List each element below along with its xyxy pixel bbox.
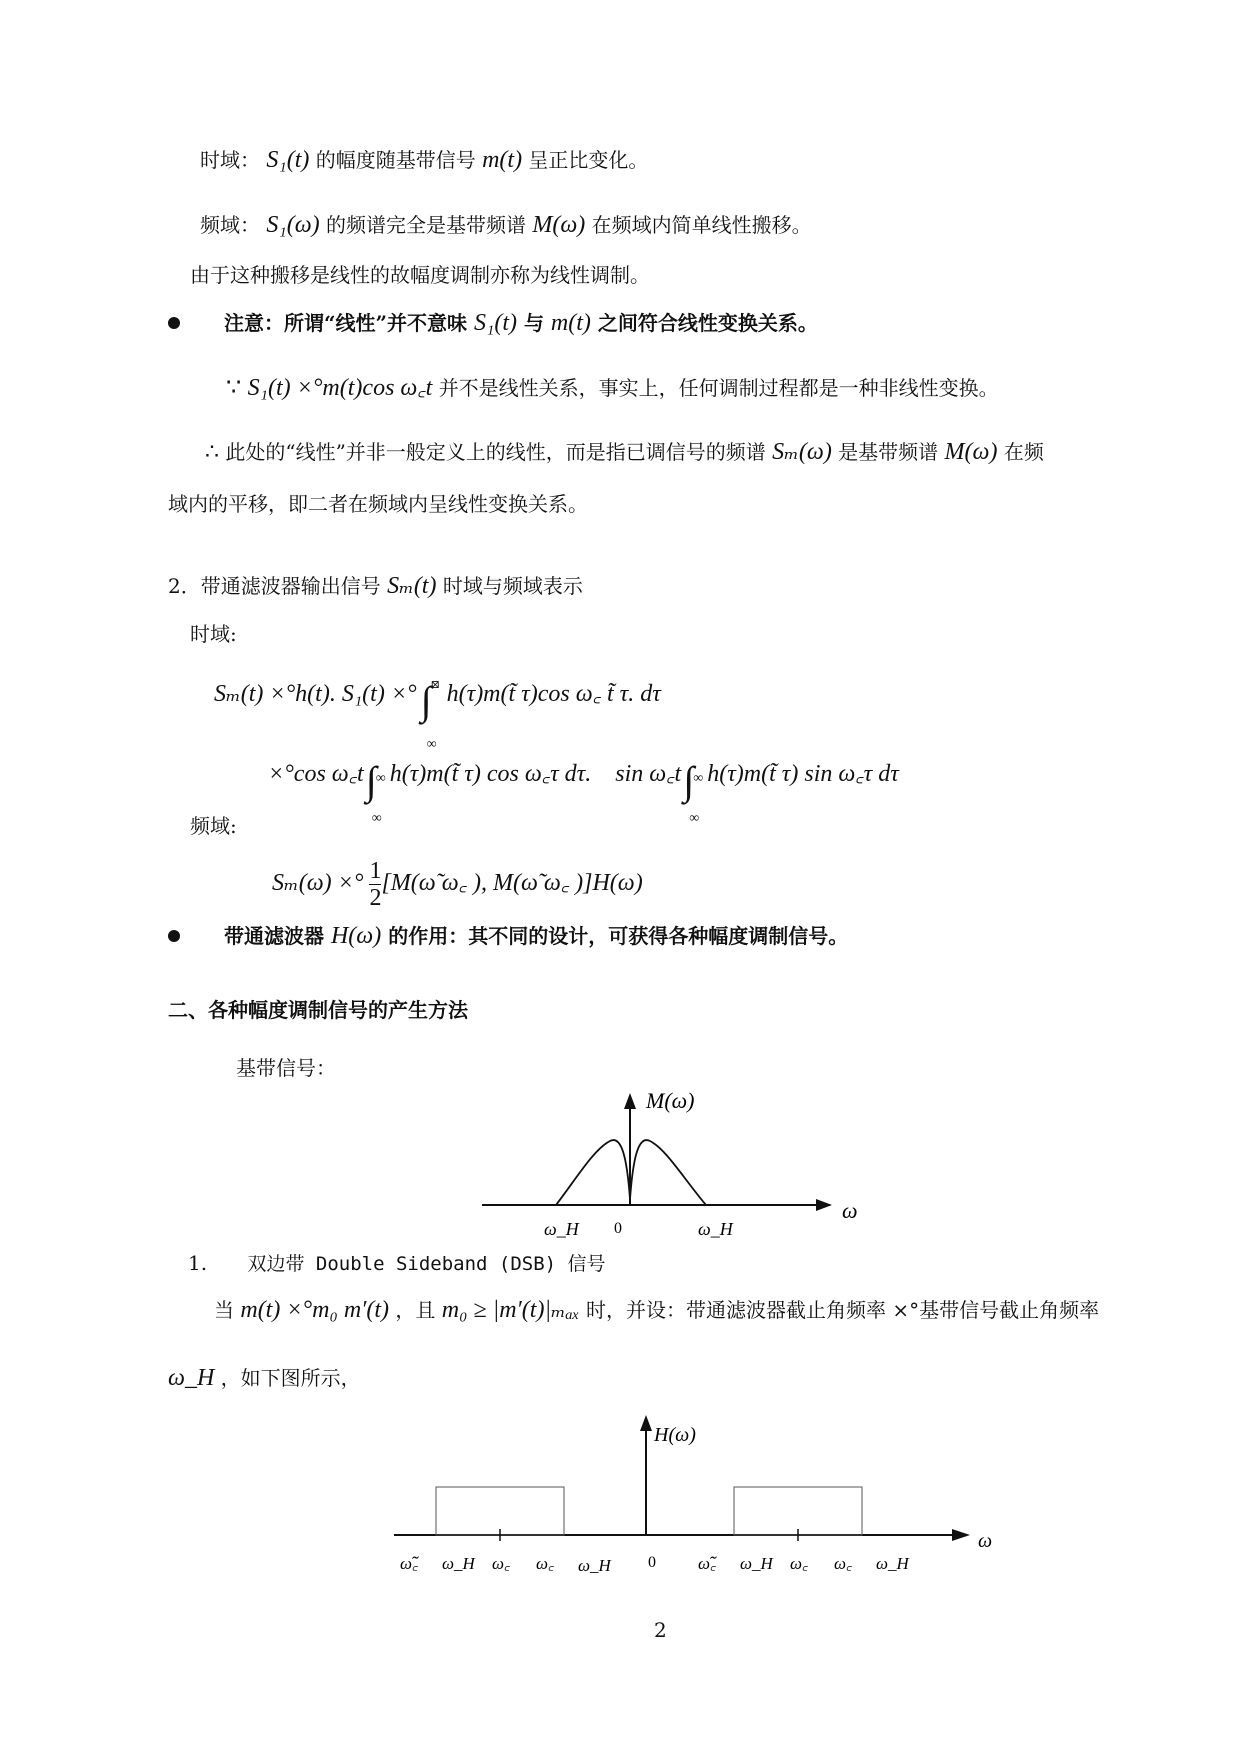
symbol-mt: m(t) — [482, 147, 523, 173]
linear-modulation-line: 由于这种搬移是线性的故幅度调制亦称为线性调制。 — [190, 263, 650, 287]
symbol-s1w: S₁(ω) — [266, 212, 320, 238]
eq2-term2: sin ω꜀t — [615, 761, 682, 787]
passband-right — [734, 1487, 862, 1535]
tick-label: ω꜀̃ — [698, 1554, 716, 1573]
section-title: 二、各种幅度调制信号的产生方法 — [168, 998, 468, 1022]
integral-upper: ⊠ — [430, 679, 440, 691]
tick-label: ω꜀ — [492, 1554, 510, 1573]
text-fragment: 在频 — [1003, 440, 1044, 464]
text-fragment: 时，并设：带通滤波器截止角频率 ×°基带信号截止角频率 — [585, 1298, 1100, 1322]
passband-left — [436, 1487, 564, 1535]
text-fragment: 呈正比变化。 — [528, 148, 649, 172]
therefore-symbol: ∴ — [205, 440, 219, 465]
symbol-s1t: S₁(t) — [266, 147, 310, 173]
tick-label: ω꜀ — [790, 1554, 808, 1573]
equation-2: ×°cos ω꜀t ∫ ∞ ∞ h(τ)m(t̃ τ) cos ω꜀τ dτ. sin ω꜀t ∫ ∞ ∞ h(τ)m(t̃ τ) sin ω꜀τ dτ — [268, 760, 899, 788]
text-fragment: 此处的“线性”并非一般定义上的线性，而是指已调信号的频谱 — [225, 440, 766, 464]
dsb-condition-line — [214, 1296, 1099, 1324]
section-2-heading — [168, 572, 583, 600]
freq-domain-line — [200, 211, 812, 239]
because-symbol: ∵ — [226, 373, 242, 401]
fraction-denominator: 2 — [369, 885, 382, 911]
text-fragment: 注意：所谓“线性”并不意味 — [224, 311, 468, 335]
eq1-lhs: Sₘ(t) ×°h(t). S₁(t) ×° — [214, 681, 417, 707]
text-fragment: 与 — [523, 311, 544, 335]
text-fragment: 是基带频谱 — [838, 440, 939, 464]
eq2-integrand2: h(τ)m(t̃ τ) sin ω꜀τ dτ — [707, 761, 899, 787]
fraction-numerator: 1 — [369, 858, 382, 884]
tick-label: ω꜀ — [834, 1554, 852, 1573]
text-fragment: 的幅度随基带信号 — [315, 148, 476, 172]
time-domain-label-2: 时域: — [190, 622, 237, 646]
formula-s1t: S₁(t) ×°m(t)cos ω꜀t — [247, 375, 433, 401]
list-number: 1. — [188, 1251, 208, 1275]
text-fragment: ，且 — [395, 1298, 436, 1322]
therefore-line — [205, 438, 1044, 467]
therefore-continuation: 域内的平移，即二者在频域内呈线性变换关系。 — [168, 492, 588, 516]
bandpass-filter-note — [224, 922, 848, 950]
tick-label: ω꜀̃ — [400, 1554, 418, 1573]
integral-lower: ∞ — [371, 811, 382, 826]
freq-domain-label: 频域： — [200, 213, 260, 237]
tick-label: ω꜀ — [536, 1554, 554, 1573]
eq2-term1: ×°cos ω꜀t — [268, 761, 364, 787]
formula-m0: m₀ ≥ |m′(t)|ₘₐₓ — [441, 1297, 580, 1323]
symbol-smt: Sₘ(t) — [387, 573, 437, 599]
text-fragment: 的频谱完全是基带频谱 — [326, 213, 526, 237]
page-number: 2 — [654, 1618, 667, 1642]
text-fragment: 之间符合线性变换关系。 — [597, 311, 818, 335]
integral-lower: ∞ — [689, 811, 700, 826]
equation-1: Sₘ(t) ×°h(t). S₁(t) ×° ∫ ⊠ ∞ h(τ)m(t̃ τ)cos ω꜀ t̃ τ. dτ — [214, 680, 661, 708]
text-fragment: 并不是线性关系，事实上，任何调制过程都是一种非线性变换。 — [438, 376, 999, 400]
integral-upper: ∞ — [693, 771, 704, 786]
baseband-label: 基带信号： — [236, 1056, 336, 1080]
symbol-wh: ω_H — [168, 1365, 215, 1391]
integral-lower: ∞ — [426, 737, 437, 752]
dsb-heading — [188, 1249, 606, 1278]
text-fragment: 当 — [214, 1298, 234, 1322]
integral-upper: ∞ — [375, 771, 386, 786]
time-domain-line — [200, 146, 648, 174]
tick-label: ω_H — [442, 1554, 475, 1573]
symbol-s1t: S₁(t) — [473, 310, 517, 336]
x-axis-label: ω — [978, 1530, 993, 1552]
x-axis-arrow — [816, 1199, 832, 1211]
tick-label: ω_H — [876, 1554, 909, 1573]
eq1-integrand: h(τ)m(t̃ τ)cos ω꜀ t̃ τ. dτ — [446, 681, 661, 707]
baseband-spectrum-figure — [470, 1075, 870, 1250]
text-fragment: 在频域内简单线性搬移。 — [591, 213, 812, 237]
time-domain-label: 时域： — [200, 148, 260, 172]
tick-label-zero: 0 — [614, 1220, 622, 1237]
equation-3 — [272, 858, 643, 911]
dsb-title: 双边带 Double Sideband (DSB) 信号 — [247, 1253, 606, 1275]
eq3-rhs: [M(ω̃ ω꜀ ), M(ω̃ ω꜀ )]H(ω) — [381, 870, 643, 897]
heading-text: 2．带通滤波器输出信号 — [168, 574, 381, 598]
x-axis-arrow — [952, 1529, 970, 1541]
formula-mt: m(t) ×°m₀ m′(t) — [240, 1297, 390, 1323]
y-axis-label: M(ω) — [646, 1088, 695, 1113]
tick-label-pos-wh: ω_H — [698, 1219, 733, 1239]
fraction-half — [369, 858, 381, 911]
y-axis-label: H(ω) — [654, 1424, 696, 1446]
tick-label-zero: 0 — [648, 1554, 656, 1571]
bullet-dot — [168, 930, 180, 942]
eq3-lhs: Sₘ(ω) ×° — [272, 870, 364, 897]
symbol-mt: m(t) — [550, 310, 591, 336]
note-line — [224, 309, 818, 337]
bullet-dot — [168, 317, 180, 329]
eq2-integrand1: h(τ)m(t̃ τ) cos ω꜀τ dτ. — [389, 761, 592, 787]
text-fragment: 带通滤波器 — [224, 924, 324, 948]
freq-domain-label-2: 频域: — [190, 814, 237, 838]
tick-label-neg-wh: ω_H — [544, 1219, 579, 1239]
symbol-mw: M(ω) — [944, 439, 998, 465]
text-fragment: ，如下图所示， — [220, 1366, 361, 1390]
dsb-condition-cont — [168, 1364, 361, 1392]
text-fragment: 的作用：其不同的设计，可获得各种幅度调制信号。 — [388, 924, 849, 948]
y-axis-arrow — [640, 1415, 652, 1431]
y-axis-arrow — [624, 1093, 636, 1109]
symbol-smw: Sₘ(ω) — [772, 439, 832, 465]
heading-text: 时域与频域表示 — [442, 574, 583, 598]
because-line — [226, 373, 999, 402]
x-axis-label: ω — [842, 1198, 858, 1223]
symbol-mw: M(ω) — [532, 212, 586, 238]
bandpass-filter-figure — [386, 1405, 1006, 1595]
tick-label: ω_H — [740, 1554, 773, 1573]
symbol-hw: H(ω) — [330, 923, 382, 949]
tick-label: ω_H — [578, 1556, 611, 1575]
